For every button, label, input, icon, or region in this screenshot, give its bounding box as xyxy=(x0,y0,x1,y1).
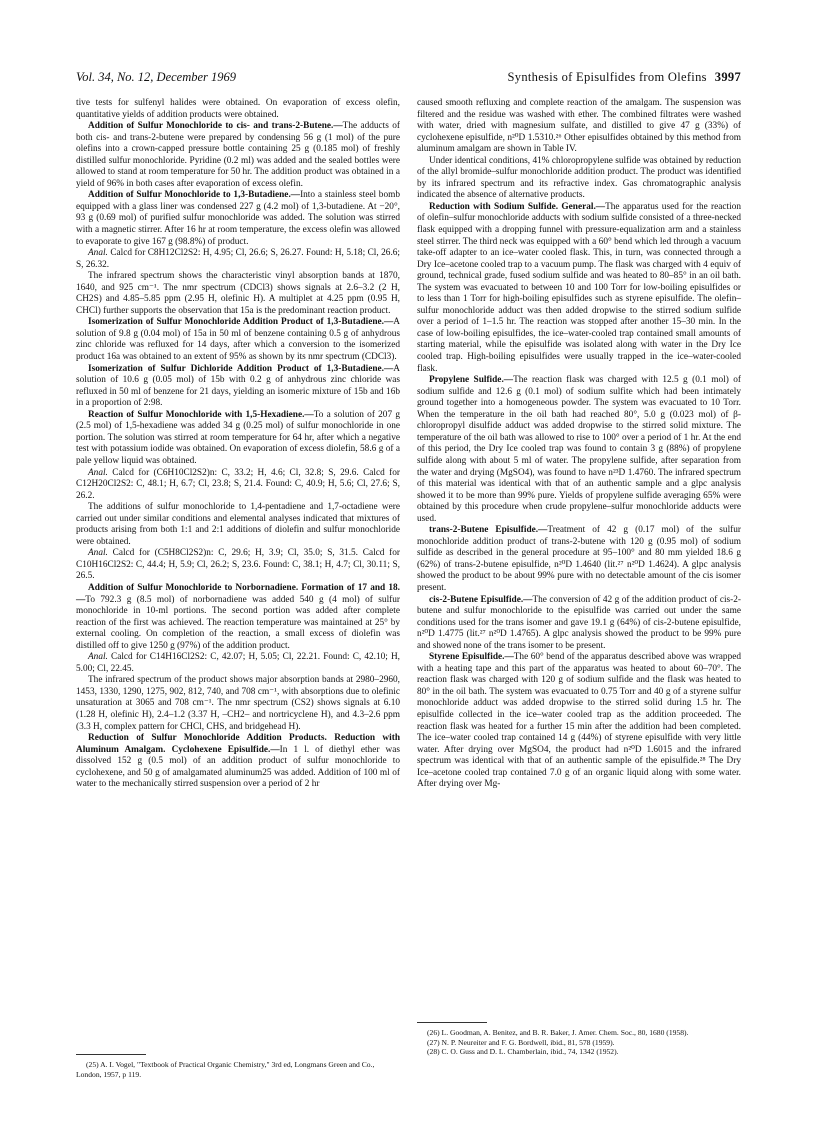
paragraph xyxy=(76,675,400,733)
section-heading: Addition of Sulfur Monochloride to Norbornadiene. Formation of 17 and 18.— xyxy=(76,582,400,605)
left-column xyxy=(76,98,400,791)
paragraph xyxy=(417,652,741,791)
analysis-label: Anal. xyxy=(88,548,108,559)
paragraph-text: The additions of sulfur monochloride to 1,4-pentadiene and 1,7-octadiene were carried out under similar conditions and elemental analyses indicated that mixtures of products arising from both 1:1 and 2:1 additions of diolefin and sulfur monochloride were obtained. xyxy=(76,502,400,547)
footnotes-right xyxy=(417,1022,741,1057)
section-heading: Addition of Sulfur Monochloride to 1,3-Butadiene.— xyxy=(88,190,301,201)
section-heading: Propylene Sulfide.— xyxy=(429,375,514,386)
paragraph-text: A solution of 10.6 g (0.05 mol) of 15b with 0.2 g of anhydrous zinc chloride was refluxed in 50 ml of benzene for 21 days, yielding an isomeric mixture of 15b and 16b in a proportion of 2:98. xyxy=(76,363,400,409)
paragraph-text: Treatment of 42 g (0.17 mol) of the sulfur monochloride addition product of trans-2-butene with 120 g (0.95 mol) of sodium sulfide as described in the general procedure at 95–100° and 80 mm yielded 18.6 g (62%) of trans-2-butene episulfide, n²⁰D 1.4640 (lit.²⁷ n²⁰D 1.4624). A glpc analysis showed the product to be about 99% pure with no detectable amount of the cis isomer present. xyxy=(417,525,741,593)
paragraph-text: Calcd for C8H12Cl2S2: H, 4.95; Cl, 26.6; S, 26.27. Found: H, 5.18; Cl, 26.6; S, 26.32. xyxy=(76,248,400,270)
page-number: 3997 xyxy=(714,70,741,84)
paragraph xyxy=(76,468,400,503)
section-heading: Isomerization of Sulfur Monochloride Addition Product of 1,3-Butadiene.— xyxy=(88,317,394,328)
paragraph-text: caused smooth refluxing and complete reaction of the amalgam. The suspension was filtered and the residue was washed with ether. The combined filtrates were washed with water, dried with magnesium sulfate, and distilled to give 47 g (33%) of cyclohexene episulfide, n²⁰D 1.5310.²⁶ Other episulfides obtained by this method from aluminum amalgam are shown in Table IV. xyxy=(417,98,741,155)
analysis-label: Anal. xyxy=(88,467,108,478)
paragraph-text: A solution of 9.8 g (0.04 mol) of 15a in 50 ml of benzene containing 0.5 g of anhydrous zinc chloride was refluxed for 14 days, after which a conversion to the isomerized product 16a was obtained to an extent of 95% as shown by its nmr spectrum (CDCl3). xyxy=(76,317,400,363)
paragraph-text: The infrared spectrum of the product shows major absorption bands at 2980–2960, 1453, 1330, 1290, 1275, 902, 812, 740, and 708 cm⁻¹, with absorptions due to olefinic unsaturation at 3065 and 708 cm⁻¹. The nmr spectrum (CS2) shows signals at 6.10 (1.28 H, olefinic H), 2.4–1.2 (3.37 H, –CH2– and nortricyclene H), and 4.3–2.6 ppm (3.3 H, complex pattern for CHCl, CHS, and bridgehead H). xyxy=(76,675,400,732)
section-heading: Isomerization of Sulfur Dichloride Addition Product of 1,3-Butadiene.— xyxy=(88,363,394,374)
paragraph-text: Calcd for (C6H10Cl2S2)n: C, 33.2; H, 4.6; Cl, 32.8; S, 29.6. Calcd for C12H20Cl2S2: C, 48.1; H, 6.7; Cl, 23.8; S, 21.4. Found: C, 40.9; H, 5.6; Cl, 27.6; S, 26.2. xyxy=(76,467,400,501)
footnote-rule xyxy=(76,1054,146,1055)
section-heading: Styrene Episulfide.— xyxy=(429,652,514,663)
paragraph xyxy=(76,121,400,190)
paragraph-text: tive tests for sulfenyl halides were obtained. On evaporation of excess olefin, quantitative yields of addition products were obtained. xyxy=(76,98,400,120)
journal-volume-issue: Vol. 34, No. 12, December 1969 xyxy=(76,70,237,84)
paragraph xyxy=(76,583,400,652)
paragraph-text: To 792.3 g (8.5 mol) of norbornadiene was added 540 g (4 mol) of sulfur monochloride in 10-ml portions. The second portion was added after complete reaction of the first was achieved. The reaction temperature was maintained at 25° by external cooling. On completion of the reaction, a small excess of diolefin was distilled off to give 1250 g (97%) of the addition product. xyxy=(76,594,400,651)
paragraph xyxy=(76,190,400,248)
paragraph xyxy=(76,271,400,317)
paragraph xyxy=(76,502,400,548)
footnote: (27) N. P. Neureiter and F. G. Bordwell, ibid., 81, 578 (1959). xyxy=(427,1037,615,1047)
paragraph xyxy=(417,202,741,375)
paragraph xyxy=(417,595,741,653)
section-heading: cis-2-Butene Episulfide.— xyxy=(429,594,533,605)
paragraph xyxy=(417,525,741,594)
page-header xyxy=(76,70,741,90)
paragraph xyxy=(76,652,400,675)
paragraph xyxy=(76,98,400,121)
right-column xyxy=(417,98,741,791)
paragraph xyxy=(76,733,400,791)
paragraph xyxy=(417,98,741,156)
paragraph-text: In 1 l. of diethyl ether was dissolved 152 g (0.5 mol) of an addition product of sulfur monochloride to cyclohexene, and 50 g of amalgamated aluminum25 was added. Addition of 100 ml of water to the mechanically stirred suspension over a period of 2 hr xyxy=(76,744,400,790)
section-heading: Reduction of Sulfur Monochloride Addition Products. Reduction with Aluminum Amalgam. Cyclohexene Episulfide.— xyxy=(76,733,400,755)
paragraph-text: Into a stainless steel bomb equipped with a glass liner was condensed 227 g (4.2 mol) of 1,3-butadiene. At −20°, 93 g (0.69 mol) of purified sulfur monochloride was added. The solution was stirred with a magnetic stirrer. After 16 hr at room temperature, the excess olefin was allowed to evaporate to give 167 g (98.8%) of product. xyxy=(76,190,400,247)
running-title: Synthesis of Episulfides from Olefins xyxy=(507,70,707,84)
paragraph-text: The conversion of 42 g of the addition product of cis-2-butene and sulfur monochloride to the episulfide was carried out under the same conditions used for the trans isomer and gave 19.1 g (64%) of cis-2-butene episulfide, n²⁰D 1.4775 (lit.²⁷ n²⁰D 1.4765). A glpc analysis showed the product to be 99% pure and showed none of the trans isomer to be present. xyxy=(417,594,741,651)
footnotes-left xyxy=(76,1054,400,1079)
paragraph-text: Calcd for C14H16Cl2S2: C, 42.07; H, 5.05; Cl, 22.21. Found: C, 42.10; H, 5.00; Cl, 22.45. xyxy=(76,652,400,674)
analysis-label: Anal. xyxy=(88,652,108,663)
paragraph xyxy=(76,364,400,410)
paragraph-text: Calcd for (C5H8Cl2S2)n: C, 29.6; H, 3.9; Cl, 35.0; S, 31.5. Calcd for C10H16Cl2S2: C, 44.4; H, 5.9; Cl, 26.2; S, 23.6. Found: C, 38.1; H, 4.7; Cl, 30.11; S, 26.5. xyxy=(76,548,400,582)
paragraph-text: Under identical conditions, 41% chloropropylene sulfide was obtained by reduction of the allyl bromide–sulfur monochloride addition product. The product was identified by its infrared spectrum and its refractive index. Gas chromatographic analysis indicated the absence of alternative products. xyxy=(417,155,741,201)
paragraph xyxy=(76,317,400,363)
footnote-rule xyxy=(417,1022,487,1023)
paragraph-text: The apparatus used for the reaction of olefin–sulfur monochloride adducts with sodium sulfide consisted of a three-necked flask equipped with a dropping funnel with pressure-equalization arm and a stainless steel stirrer. The third neck was equipped with a 60° bend which led through a vacuum take-off adapter to an ice–water cooled flask. This, in turn, was connected through a Dry Ice–acetone cooled trap to a vacuum pump. The flask was charged with 4 equiv of ground, technical grade, fused sodium sulfide and was heated to 80–85° in an oil bath. The system was evacuated to between 10 and 100 Torr for low-boiling episulfides or to less than 1 Torr for high-boiling episulfides such as styrene episulfide. The olefin–sulfur monochloride adduct was then added dropwise to the stirred sodium sulfide over a period of 1–1.5 hr. The reaction was stopped after another 15–30 min. In the case of low-boiling episulfides, the ice–water-cooled trap contained small amounts of starting material, while the episulfide was isolated along with water in the Dry Ice cooled trap. High-boiling episulfides were usually trapped in the ice–water-cooled flask. xyxy=(417,201,741,374)
paragraph xyxy=(417,375,741,525)
section-heading: Addition of Sulfur Monochloride to cis- and trans-2-Butene.— xyxy=(88,121,343,132)
footnote: (28) C. O. Guss and D. L. Chamberlain, ibid., 74, 1342 (1952). xyxy=(427,1047,619,1057)
running-head xyxy=(508,70,741,85)
paragraph xyxy=(76,248,400,271)
paragraph-text: The infrared spectrum shows the characteristic vinyl absorption bands at 1870, 1640, and 925 cm⁻¹. The nmr spectrum (CDCl3) shows signals at 2.6–3.2 (2 H, CH2S) and 4.85–5.85 ppm (2.95 H, olefinic H). A multiplet at 4.25 ppm (0.95 H, CHCl) further supports the observation that 15a is the predominant reaction product. xyxy=(76,271,400,316)
section-heading: trans-2-Butene Episulfide.— xyxy=(429,525,548,536)
paragraph xyxy=(76,410,400,468)
paragraph-text: The 60° bend of the apparatus described above was wrapped with a heating tape and this part of the apparatus was heated to about 60–70°. The reaction flask was charged with 120 g of sodium sulfide and the flask was heated to 80° in the oil bath. The system was evacuated to 0.75 Torr and 40 g of a styrene sulfur monochloride adduct was added dropwise to the stirred solid during 1.5 hr. The episulfide collected in the ice–water cooled trap as the addition proceeded. The reaction flask was heated for a further 15 min after the addition had been completed. The ice–water cooled trap contained 14 g (44%) of styrene episulfide with very little water. After drying over MgSO4, the product had n²⁰D 1.6015 and the infrared spectrum was identical with that of an authentic sample of the episulfide.²⁸ The Dry Ice–acetone cooled trap contained 7.0 g of an organic liquid along with some water. After drying over Mg- xyxy=(417,652,742,790)
section-heading: Reduction with Sodium Sulfide. General.— xyxy=(429,201,606,212)
footnote: (26) L. Goodman, A. Benitez, and B. R. Baker, J. Amer. Chem. Soc., 80, 1680 (1958). xyxy=(427,1028,689,1037)
section-heading: Reaction of Sulfur Monochloride with 1,5-Hexadiene.— xyxy=(88,409,314,420)
analysis-label: Anal. xyxy=(88,248,108,259)
paragraph-text: To a solution of 207 g (2.5 mol) of 1,5-hexadiene was added 34 g (0.25 mol) of sulfur monochloride in one portion. The solution was stirred at room temperature for 64 hr, after which a negative test with potassium iodide was obtained. On evaporation of excess diolefin, 58.6 g of a pale yellow liquid was obtained. xyxy=(76,409,400,466)
paragraph-text: The adducts of both cis- and trans-2-butene were prepared by condensing 56 g (1 mol) of the pure olefins into a crown-capped pressure bottle containing 25 g (0.185 mol) of freshly distilled sulfur monochloride. Pyridine (0.2 ml) was added and the sealed bottles were allowed to stand at room temperature for 50 hr. The addition product was obtained in a yield of 96% in both cases after evaporation of excess olefin. xyxy=(76,121,400,189)
paragraph-text: The reaction flask was charged with 12.5 g (0.1 mol) of sodium sulfide and 12.6 g (0.1 mol) of sodium sulfite which had been intimately ground together into a homogeneous powder. The system was evacuated to 10 Torr. When the temperature in the oil bath had reached 80°, 5.0 g (0.023 mol) of β-chloropropyl disulfide adduct was added dropwise to the stirred solid mixture. The temperature of the oil bath was allowed to rise to 100° over a period of 1 hr. At the end of this period, the Dry Ice cooled trap was found to contain 3 g (88%) of propylene sulfide along with about 5 ml of water. The propylene sulfide, after separation from the water and drying (MgSO4), was found to have n²³D 1.4760. The infrared spectrum of this material was identical with that of an authentic sample and a glpc analysis showed it to be more than 99% pure. Yields of propylene sulfide averaging 65% were obtained by this procedure when crude propylene–sulfur monochloride adducts were used. xyxy=(417,375,741,524)
footnote: (25) A. I. Vogel, "Textbook of Practical Organic Chemistry," 3rd ed, Longmans Green and Co., London, 1957, p 119. xyxy=(76,1060,375,1079)
paragraph xyxy=(76,548,400,583)
paragraph xyxy=(417,156,741,202)
